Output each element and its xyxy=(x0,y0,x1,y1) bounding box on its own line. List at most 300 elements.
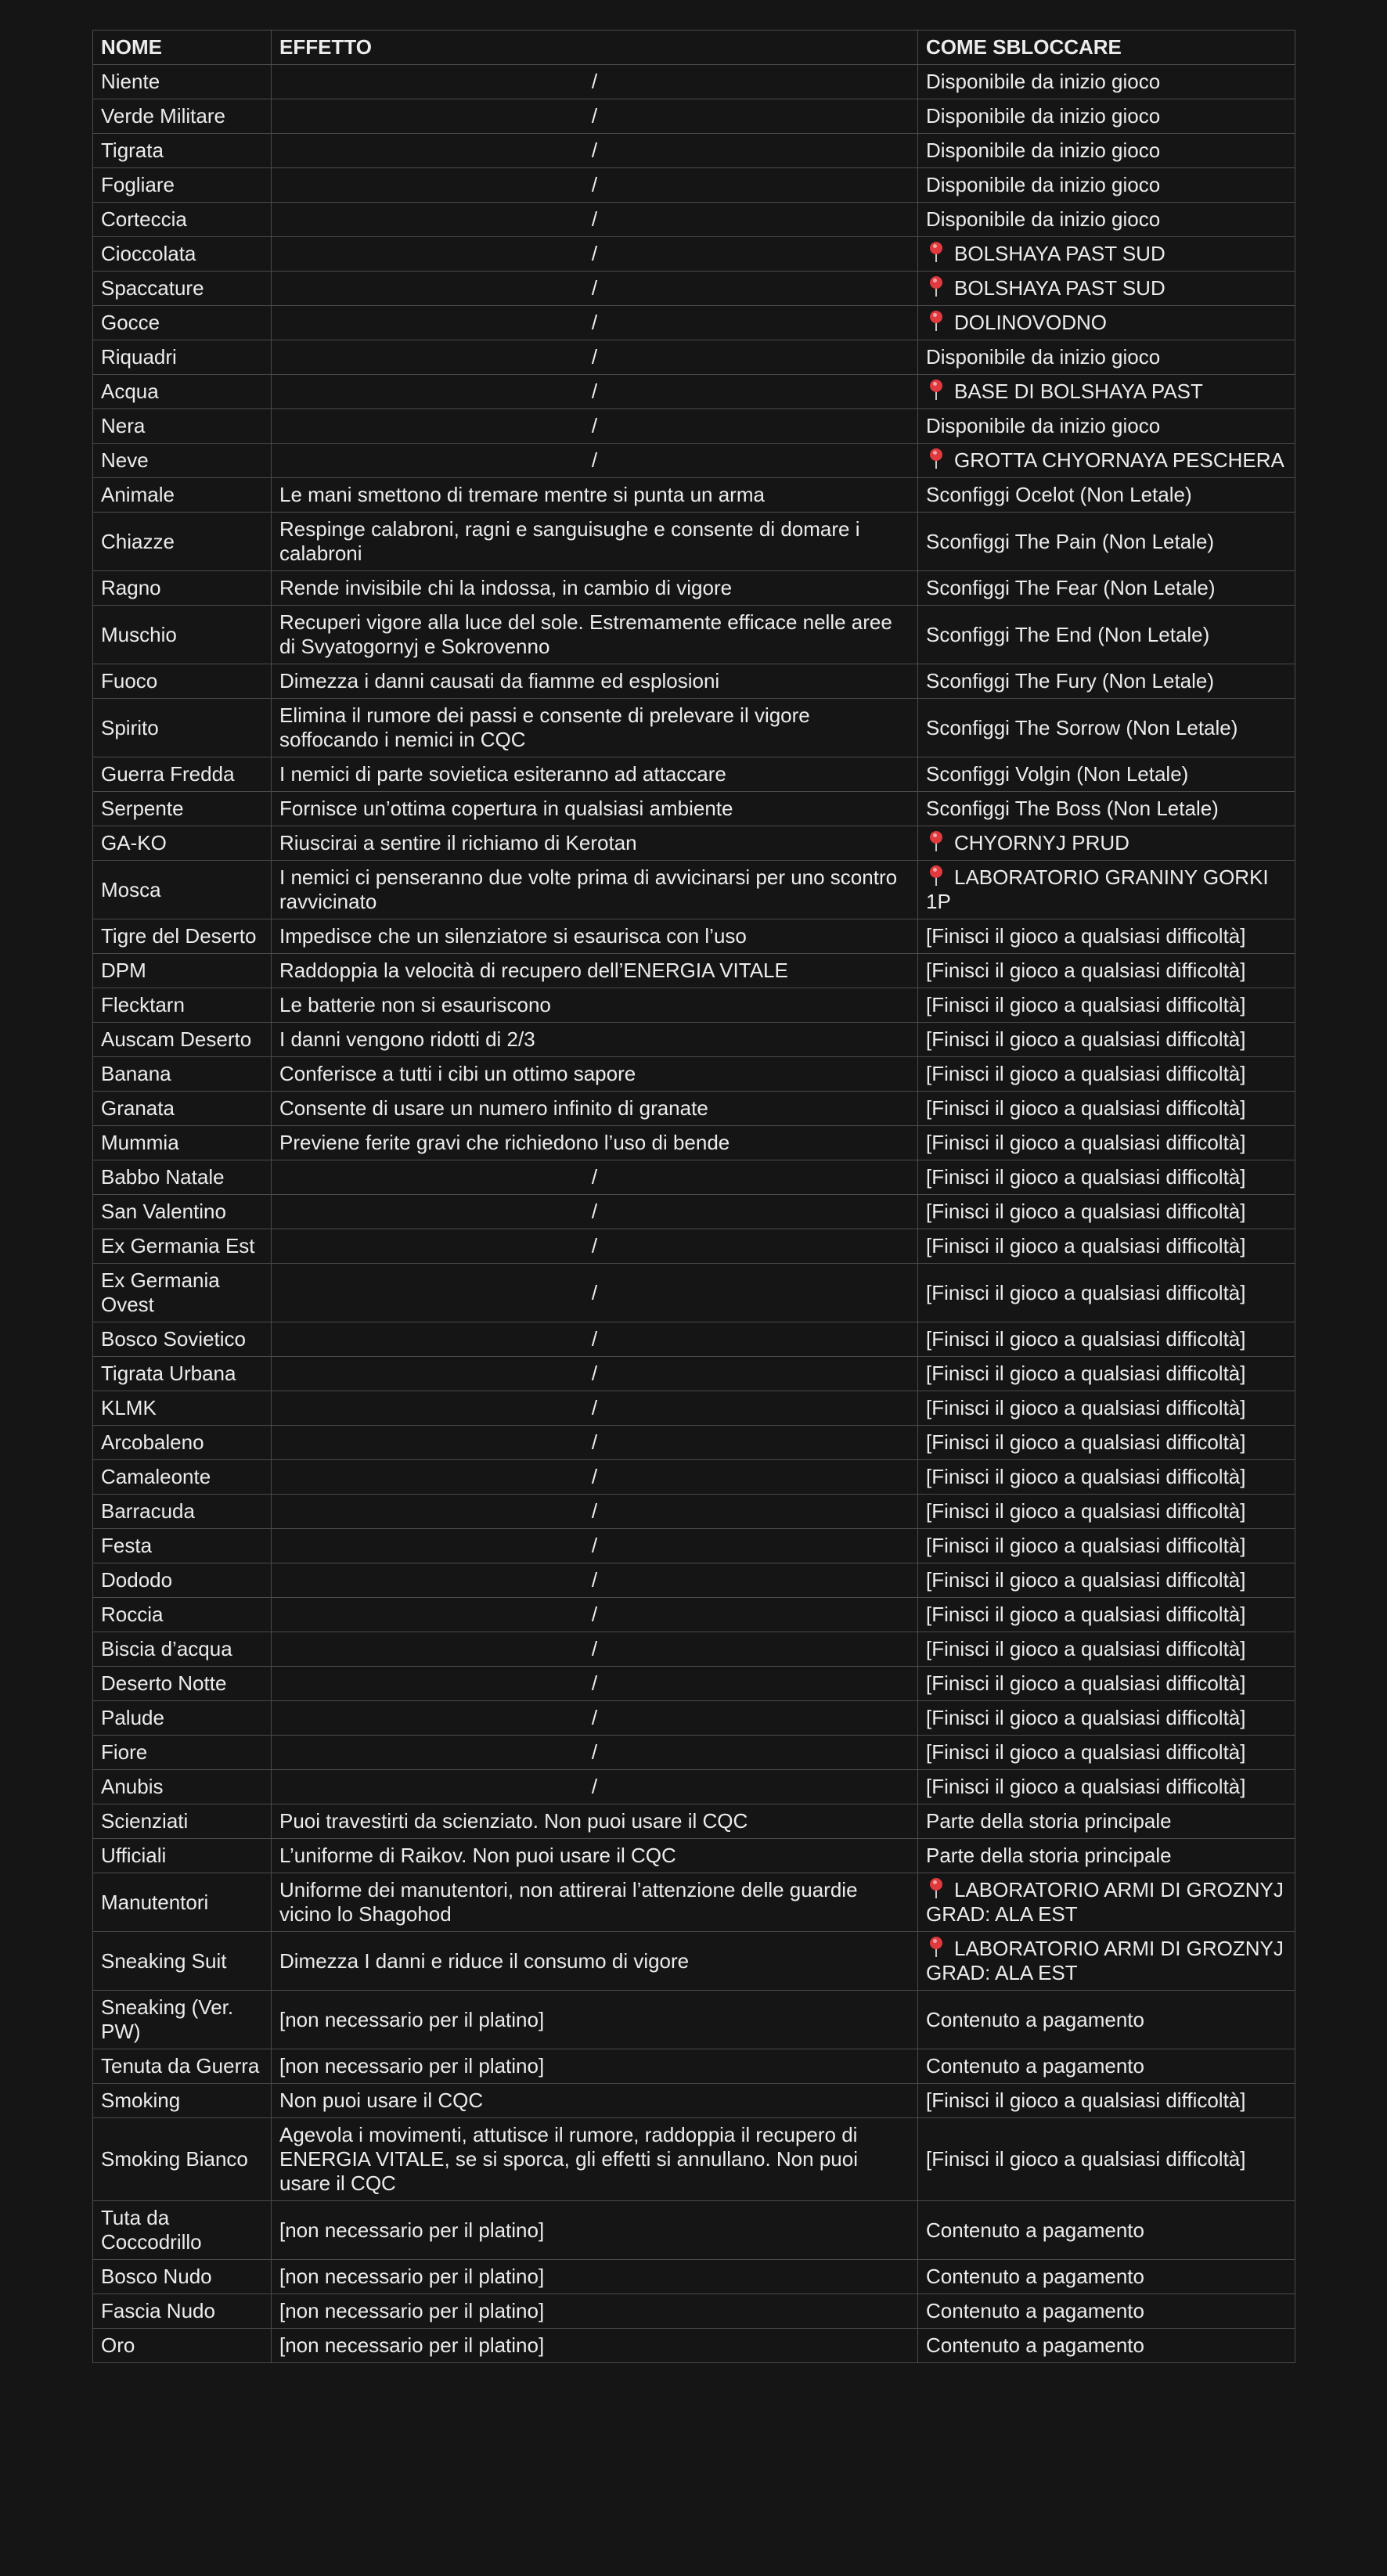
cell-unlock xyxy=(918,2329,1295,2363)
table-row xyxy=(93,861,1295,919)
cell-effect: / xyxy=(272,1322,918,1357)
cell-unlock xyxy=(918,861,1295,919)
table-row xyxy=(93,1839,1295,1873)
cell-unlock xyxy=(918,409,1295,444)
table-row xyxy=(93,792,1295,826)
map-pin-icon xyxy=(928,1878,945,1898)
cell-unlock xyxy=(918,168,1295,203)
map-pin-icon xyxy=(928,311,945,331)
unlock-text: LABORATORIO ARMI DI GROZNYJ GRAD: ALA EST xyxy=(926,1937,1284,1984)
table-row xyxy=(93,757,1295,792)
table-row xyxy=(93,375,1295,409)
unlock-text: [Finisci il gioco a qualsiasi difficoltà] xyxy=(926,924,1246,948)
unlock-text: [Finisci il gioco a qualsiasi difficoltà] xyxy=(926,1706,1246,1729)
cell-unlock xyxy=(918,988,1295,1023)
cell-unlock xyxy=(918,1195,1295,1229)
cell-effect: / xyxy=(272,1770,918,1804)
cell-effect: / xyxy=(272,340,918,375)
cell-unlock xyxy=(918,272,1295,306)
cell-effect: Raddoppia la velocità di recupero dell’ENERGIA VITALE xyxy=(272,954,918,988)
cell-effect: L’uniforme di Raikov. Non puoi usare il CQC xyxy=(272,1839,918,1873)
cell-effect: / xyxy=(272,203,918,237)
cell-effect: / xyxy=(272,168,918,203)
cell-name: Barracuda xyxy=(93,1495,272,1529)
cell-unlock xyxy=(918,65,1295,99)
cell-name: Mummia xyxy=(93,1126,272,1160)
cell-name: Bosco Sovietico xyxy=(93,1322,272,1357)
cell-unlock xyxy=(918,134,1295,168)
cell-name: Arcobaleno xyxy=(93,1426,272,1460)
cell-name: Sneaking Suit xyxy=(93,1932,272,1991)
table-row xyxy=(93,1160,1295,1195)
cell-unlock xyxy=(918,1426,1295,1460)
cell-effect: / xyxy=(272,1357,918,1391)
table-row xyxy=(93,1126,1295,1160)
unlock-text: Sconfiggi The Fury (Non Letale) xyxy=(926,669,1215,693)
cell-effect: Riuscirai a sentire il richiamo di Kerotan xyxy=(272,826,918,861)
cell-name: Roccia xyxy=(93,1598,272,1632)
table-row xyxy=(93,1460,1295,1495)
cell-unlock xyxy=(918,1495,1295,1529)
cell-unlock xyxy=(918,1736,1295,1770)
cell-name: Smoking Bianco xyxy=(93,2118,272,2201)
cell-name: Niente xyxy=(93,65,272,99)
cell-effect: / xyxy=(272,306,918,340)
unlock-text: Contenuto a pagamento xyxy=(926,2054,1144,2078)
cell-unlock xyxy=(918,2084,1295,2118)
cell-effect: Non puoi usare il CQC xyxy=(272,2084,918,2118)
map-pin-icon xyxy=(928,1937,945,1957)
cell-unlock xyxy=(918,826,1295,861)
table-row xyxy=(93,2084,1295,2118)
cell-unlock xyxy=(918,757,1295,792)
unlock-text: Contenuto a pagamento xyxy=(926,2007,1144,2031)
unlock-text: [Finisci il gioco a qualsiasi difficoltà] xyxy=(926,1200,1246,1223)
cell-effect: / xyxy=(272,1529,918,1563)
unlock-text: Sconfiggi The Sorrow (Non Letale) xyxy=(926,715,1238,739)
cell-unlock xyxy=(918,1264,1295,1322)
cell-effect: / xyxy=(272,1426,918,1460)
cell-name: Riquadri xyxy=(93,340,272,375)
cell-unlock xyxy=(918,606,1295,664)
cell-effect: / xyxy=(272,1563,918,1598)
cell-effect: / xyxy=(272,1598,918,1632)
unlock-text: Sconfiggi The End (Non Letale) xyxy=(926,622,1210,646)
cell-name: Spirito xyxy=(93,699,272,757)
cell-unlock xyxy=(918,375,1295,409)
table-row xyxy=(93,1495,1295,1529)
unlock-text: [Finisci il gioco a qualsiasi difficoltà] xyxy=(926,1499,1246,1523)
cell-name: Scienziati xyxy=(93,1804,272,1839)
unlock-text: Sconfiggi The Fear (Non Letale) xyxy=(926,576,1216,599)
cell-unlock xyxy=(918,99,1295,134)
cell-effect: Fornisce un’ottima copertura in qualsiasi ambiente xyxy=(272,792,918,826)
cell-unlock xyxy=(918,444,1295,478)
unlock-text: Contenuto a pagamento xyxy=(926,2299,1144,2322)
table-row xyxy=(93,1195,1295,1229)
unlock-text: CHYORNYJ PRUD xyxy=(954,831,1129,854)
unlock-text: Disponibile da inizio gioco xyxy=(926,207,1161,231)
unlock-text: Sconfiggi The Boss (Non Letale) xyxy=(926,797,1219,820)
table-row xyxy=(93,1804,1295,1839)
unlock-text: [Finisci il gioco a qualsiasi difficoltà] xyxy=(926,1637,1246,1660)
cell-name: Fogliare xyxy=(93,168,272,203)
unlock-text: LABORATORIO ARMI DI GROZNYJ GRAD: ALA EST xyxy=(926,1878,1284,1926)
unlock-text: Contenuto a pagamento xyxy=(926,2218,1144,2242)
table-row xyxy=(93,1426,1295,1460)
cell-effect: / xyxy=(272,1195,918,1229)
cell-effect: Recuperi vigore alla luce del sole. Estremamente efficace nelle aree di Svyatogornyj e Sokrovenno xyxy=(272,606,918,664)
cell-effect: Consente di usare un numero infinito di granate xyxy=(272,1092,918,1126)
header-row xyxy=(93,31,1295,65)
unlock-text: [Finisci il gioco a qualsiasi difficoltà] xyxy=(926,959,1246,982)
cell-effect: [non necessario per il platino] xyxy=(272,2049,918,2084)
unlock-text: [Finisci il gioco a qualsiasi difficoltà] xyxy=(926,1465,1246,1488)
cell-name: Nera xyxy=(93,409,272,444)
cell-unlock xyxy=(918,1563,1295,1598)
unlock-text: [Finisci il gioco a qualsiasi difficoltà] xyxy=(926,1430,1246,1454)
cell-unlock xyxy=(918,340,1295,375)
cell-effect: [non necessario per il platino] xyxy=(272,1991,918,2049)
cell-unlock xyxy=(918,2294,1295,2329)
unlock-text: BOLSHAYA PAST SUD xyxy=(954,276,1165,300)
table-row xyxy=(93,409,1295,444)
unlock-text: [Finisci il gioco a qualsiasi difficoltà] xyxy=(926,1327,1246,1351)
cell-name: Ex Germania Ovest xyxy=(93,1264,272,1322)
unlock-text: BOLSHAYA PAST SUD xyxy=(954,242,1165,265)
cell-name: Cioccolata xyxy=(93,237,272,272)
unlock-text: BASE DI BOLSHAYA PAST xyxy=(954,380,1203,403)
cell-unlock xyxy=(918,792,1295,826)
cell-name: Granata xyxy=(93,1092,272,1126)
table-row xyxy=(93,134,1295,168)
unlock-text: [Finisci il gioco a qualsiasi difficoltà] xyxy=(926,2147,1246,2171)
cell-name: San Valentino xyxy=(93,1195,272,1229)
cell-effect: Conferisce a tutti i cibi un ottimo sapore xyxy=(272,1057,918,1092)
unlock-text: GROTTA CHYORNAYA PESCHERA xyxy=(954,448,1284,472)
unlock-text: Contenuto a pagamento xyxy=(926,2333,1144,2357)
table-row xyxy=(93,1598,1295,1632)
cell-unlock xyxy=(918,1023,1295,1057)
unlock-text: Disponibile da inizio gioco xyxy=(926,414,1161,437)
cell-effect: / xyxy=(272,1495,918,1529)
cell-name: Manutentori xyxy=(93,1873,272,1932)
cell-effect: Impedisce che un silenziatore si esaurisca con l’uso xyxy=(272,919,918,954)
map-pin-icon xyxy=(928,276,945,297)
table-row xyxy=(93,513,1295,571)
cell-effect: [non necessario per il platino] xyxy=(272,2260,918,2294)
cell-effect: / xyxy=(272,1391,918,1426)
cell-effect: / xyxy=(272,1264,918,1322)
table-row xyxy=(93,954,1295,988)
unlock-text: Sconfiggi The Pain (Non Letale) xyxy=(926,529,1215,553)
header-unlock: COME SBLOCCARE xyxy=(918,31,1295,65)
table-row xyxy=(93,203,1295,237)
cell-name: Ex Germania Est xyxy=(93,1229,272,1264)
table-row xyxy=(93,664,1295,699)
table-row xyxy=(93,340,1295,375)
cell-unlock xyxy=(918,1126,1295,1160)
cell-unlock xyxy=(918,2118,1295,2201)
cell-name: Guerra Fredda xyxy=(93,757,272,792)
cell-effect: Dimezza i danni causati da fiamme ed esplosioni xyxy=(272,664,918,699)
cell-name: Ragno xyxy=(93,571,272,606)
table-row xyxy=(93,2118,1295,2201)
cell-unlock xyxy=(918,1322,1295,1357)
cell-name: Banana xyxy=(93,1057,272,1092)
cell-name: Tigre del Deserto xyxy=(93,919,272,954)
unlock-text: Sconfiggi Volgin (Non Letale) xyxy=(926,762,1189,786)
cell-unlock xyxy=(918,2201,1295,2260)
cell-unlock xyxy=(918,237,1295,272)
cell-name: DPM xyxy=(93,954,272,988)
cell-unlock xyxy=(918,664,1295,699)
cell-effect: [non necessario per il platino] xyxy=(272,2329,918,2363)
cell-name: Tenuta da Guerra xyxy=(93,2049,272,2084)
cell-unlock xyxy=(918,2049,1295,2084)
cell-effect: / xyxy=(272,1460,918,1495)
header-name: NOME xyxy=(93,31,272,65)
cell-unlock xyxy=(918,1667,1295,1701)
cell-effect: / xyxy=(272,409,918,444)
table-row xyxy=(93,699,1295,757)
cell-name: Flecktarn xyxy=(93,988,272,1023)
cell-name: Babbo Natale xyxy=(93,1160,272,1195)
cell-name: Fuoco xyxy=(93,664,272,699)
cell-effect: Respinge calabroni, ragni e sanguisughe e consente di domare i calabroni xyxy=(272,513,918,571)
unlock-text: [Finisci il gioco a qualsiasi difficoltà] xyxy=(926,1534,1246,1557)
cell-name: Verde Militare xyxy=(93,99,272,134)
table-body xyxy=(93,65,1295,2363)
cell-name: Corteccia xyxy=(93,203,272,237)
cell-name: Dododo xyxy=(93,1563,272,1598)
table-row xyxy=(93,1357,1295,1391)
cell-name: Festa xyxy=(93,1529,272,1563)
unlock-text: Disponibile da inizio gioco xyxy=(926,70,1161,93)
cell-name: Mosca xyxy=(93,861,272,919)
table-row xyxy=(93,1322,1295,1357)
cell-unlock xyxy=(918,1991,1295,2049)
table-row xyxy=(93,1736,1295,1770)
cell-effect: / xyxy=(272,99,918,134)
cell-unlock xyxy=(918,1770,1295,1804)
table-row xyxy=(93,919,1295,954)
table-row xyxy=(93,2201,1295,2260)
cell-name: Smoking xyxy=(93,2084,272,2118)
cell-name: Chiazze xyxy=(93,513,272,571)
cell-effect: / xyxy=(272,1667,918,1701)
unlock-text: Disponibile da inizio gioco xyxy=(926,345,1161,369)
cell-unlock xyxy=(918,203,1295,237)
cell-effect: / xyxy=(272,1160,918,1195)
table-row xyxy=(93,2049,1295,2084)
cell-unlock xyxy=(918,1598,1295,1632)
table-row xyxy=(93,1023,1295,1057)
cell-name: Animale xyxy=(93,478,272,513)
unlock-text: Contenuto a pagamento xyxy=(926,2265,1144,2288)
table-row xyxy=(93,1667,1295,1701)
map-pin-icon xyxy=(928,448,945,469)
unlock-text: Disponibile da inizio gioco xyxy=(926,173,1161,196)
unlock-text: Disponibile da inizio gioco xyxy=(926,139,1161,162)
unlock-text: [Finisci il gioco a qualsiasi difficoltà] xyxy=(926,1096,1246,1120)
cell-name: Tigrata xyxy=(93,134,272,168)
cell-unlock xyxy=(918,954,1295,988)
unlock-text: [Finisci il gioco a qualsiasi difficoltà] xyxy=(926,1603,1246,1626)
cell-unlock xyxy=(918,1701,1295,1736)
cell-name: Tigrata Urbana xyxy=(93,1357,272,1391)
cell-name: Biscia d’acqua xyxy=(93,1632,272,1667)
cell-effect: I danni vengono ridotti di 2/3 xyxy=(272,1023,918,1057)
header-effect: EFFETTO xyxy=(272,31,918,65)
table-row xyxy=(93,1770,1295,1804)
cell-unlock xyxy=(918,478,1295,513)
cell-name: Fascia Nudo xyxy=(93,2294,272,2329)
table-row xyxy=(93,1391,1295,1426)
unlock-text: [Finisci il gioco a qualsiasi difficoltà] xyxy=(926,1568,1246,1592)
table-row xyxy=(93,2294,1295,2329)
cell-name: Serpente xyxy=(93,792,272,826)
cell-effect: / xyxy=(272,237,918,272)
table-row xyxy=(93,606,1295,664)
unlock-text: [Finisci il gioco a qualsiasi difficoltà] xyxy=(926,1775,1246,1798)
table-row xyxy=(93,1229,1295,1264)
unlock-text: Disponibile da inizio gioco xyxy=(926,104,1161,128)
cell-name: Gocce xyxy=(93,306,272,340)
table-row xyxy=(93,1264,1295,1322)
cell-name: Neve xyxy=(93,444,272,478)
cell-name: Sneaking (Ver. PW) xyxy=(93,1991,272,2049)
table-row xyxy=(93,1057,1295,1092)
table-row xyxy=(93,65,1295,99)
cell-unlock xyxy=(918,1160,1295,1195)
cell-unlock xyxy=(918,1932,1295,1991)
cell-unlock xyxy=(918,2260,1295,2294)
cell-unlock xyxy=(918,1229,1295,1264)
unlock-text: DOLINOVODNO xyxy=(954,311,1108,334)
cell-name: Muschio xyxy=(93,606,272,664)
cell-effect: Elimina il rumore dei passi e consente di prelevare il vigore soffocando i nemici in CQC xyxy=(272,699,918,757)
table-row xyxy=(93,826,1295,861)
table-row xyxy=(93,1701,1295,1736)
cell-effect: I nemici di parte sovietica esiteranno ad attaccare xyxy=(272,757,918,792)
cell-unlock xyxy=(918,1529,1295,1563)
cell-effect: I nemici ci penseranno due volte prima di avvicinarsi per uno scontro ravvicinato xyxy=(272,861,918,919)
cell-effect: Rende invisibile chi la indossa, in cambio di vigore xyxy=(272,571,918,606)
cell-effect: Le mani smettono di tremare mentre si punta un arma xyxy=(272,478,918,513)
cell-effect: [non necessario per il platino] xyxy=(272,2294,918,2329)
cell-unlock xyxy=(918,1092,1295,1126)
unlock-text: [Finisci il gioco a qualsiasi difficoltà] xyxy=(926,993,1246,1016)
cell-name: Fiore xyxy=(93,1736,272,1770)
cell-effect: Uniforme dei manutentori, non attirerai l’attenzione delle guardie vicino lo Shagohod xyxy=(272,1873,918,1932)
unlock-text: [Finisci il gioco a qualsiasi difficoltà] xyxy=(926,1234,1246,1257)
cell-effect: / xyxy=(272,1229,918,1264)
cell-unlock xyxy=(918,1460,1295,1495)
unlock-text: Parte della storia principale xyxy=(926,1844,1172,1867)
table-row xyxy=(93,1092,1295,1126)
cell-unlock xyxy=(918,1873,1295,1932)
table-row xyxy=(93,2329,1295,2363)
cell-effect: [non necessario per il platino] xyxy=(272,2201,918,2260)
unlock-text: [Finisci il gioco a qualsiasi difficoltà] xyxy=(926,1027,1246,1051)
table-row xyxy=(93,1632,1295,1667)
cell-unlock xyxy=(918,919,1295,954)
unlock-text: Sconfiggi Ocelot (Non Letale) xyxy=(926,483,1192,506)
map-pin-icon xyxy=(928,865,945,886)
cell-name: Tuta da Coccodrillo xyxy=(93,2201,272,2260)
table-row xyxy=(93,306,1295,340)
cell-name: Deserto Notte xyxy=(93,1667,272,1701)
table-row xyxy=(93,2260,1295,2294)
cell-effect: / xyxy=(272,1632,918,1667)
cell-effect: / xyxy=(272,134,918,168)
cell-effect: Dimezza I danni e riduce il consumo di vigore xyxy=(272,1932,918,1991)
cell-name: Bosco Nudo xyxy=(93,2260,272,2294)
map-pin-icon xyxy=(928,242,945,262)
table-row xyxy=(93,478,1295,513)
cell-effect: Le batterie non si esauriscono xyxy=(272,988,918,1023)
cell-name: Spaccature xyxy=(93,272,272,306)
table-row xyxy=(93,1873,1295,1932)
table-row xyxy=(93,1991,1295,2049)
unlock-text: [Finisci il gioco a qualsiasi difficoltà] xyxy=(926,2089,1246,2112)
cell-name: GA-KO xyxy=(93,826,272,861)
cell-unlock xyxy=(918,1632,1295,1667)
table-row xyxy=(93,168,1295,203)
table-row xyxy=(93,571,1295,606)
cell-unlock xyxy=(918,1839,1295,1873)
cell-effect: / xyxy=(272,375,918,409)
cell-name: Oro xyxy=(93,2329,272,2363)
map-pin-icon xyxy=(928,831,945,851)
unlock-text: Parte della storia principale xyxy=(926,1809,1172,1833)
table-row xyxy=(93,988,1295,1023)
table-row xyxy=(93,444,1295,478)
cell-unlock xyxy=(918,1804,1295,1839)
table-row xyxy=(93,237,1295,272)
unlock-text: [Finisci il gioco a qualsiasi difficoltà] xyxy=(926,1165,1246,1189)
unlock-text: [Finisci il gioco a qualsiasi difficoltà] xyxy=(926,1362,1246,1385)
cell-name: Palude xyxy=(93,1701,272,1736)
cell-effect: Agevola i movimenti, attutisce il rumore, raddoppia il recupero di ENERGIA VITALE, se si sporca, gli effetti si annullano. Non puoi usare il CQC xyxy=(272,2118,918,2201)
cell-name: Camaleonte xyxy=(93,1460,272,1495)
cell-unlock xyxy=(918,1057,1295,1092)
cell-unlock xyxy=(918,306,1295,340)
cell-unlock xyxy=(918,1357,1295,1391)
cell-name: Ufficiali xyxy=(93,1839,272,1873)
unlock-text: [Finisci il gioco a qualsiasi difficoltà] xyxy=(926,1131,1246,1154)
unlock-text: [Finisci il gioco a qualsiasi difficoltà] xyxy=(926,1740,1246,1764)
unlock-text: [Finisci il gioco a qualsiasi difficoltà] xyxy=(926,1671,1246,1695)
table-row xyxy=(93,99,1295,134)
unlock-text: [Finisci il gioco a qualsiasi difficoltà] xyxy=(926,1062,1246,1085)
cell-unlock xyxy=(918,571,1295,606)
camouflage-table-container xyxy=(92,30,1295,2363)
cell-name: KLMK xyxy=(93,1391,272,1426)
unlock-text: LABORATORIO GRANINY GORKI 1P xyxy=(926,865,1269,913)
unlock-text: [Finisci il gioco a qualsiasi difficoltà] xyxy=(926,1396,1246,1419)
cell-effect: / xyxy=(272,272,918,306)
map-pin-icon xyxy=(928,380,945,400)
table-row xyxy=(93,1563,1295,1598)
cell-effect: Previene ferite gravi che richiedono l’uso di bende xyxy=(272,1126,918,1160)
cell-unlock xyxy=(918,513,1295,571)
camouflage-table xyxy=(92,30,1295,2363)
cell-name: Acqua xyxy=(93,375,272,409)
cell-effect: Puoi travestirti da scienziato. Non puoi usare il CQC xyxy=(272,1804,918,1839)
unlock-text: [Finisci il gioco a qualsiasi difficoltà] xyxy=(926,1280,1246,1304)
